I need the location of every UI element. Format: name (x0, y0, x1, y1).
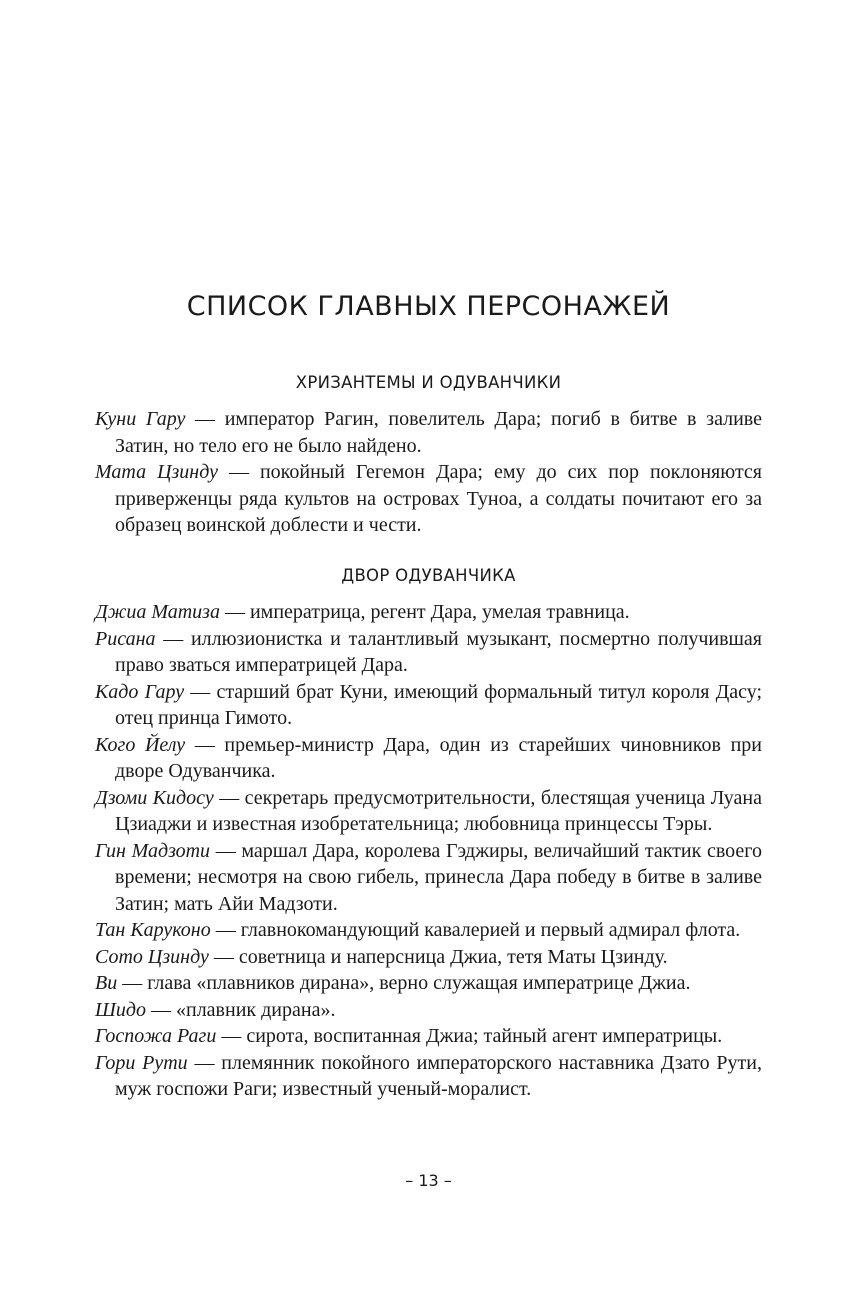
section-heading-dandelion-court: ДВОР ОДУВАНЧИКА (341, 566, 516, 585)
character-description: — сирота, воспитанная Джиа; тайный агент императрицы. (216, 1025, 723, 1047)
book-page (95, 0, 762, 1299)
character-description: — императрица, регент Дара, умелая травница. (219, 601, 630, 623)
character-name: Дзоми Кидосу (95, 786, 214, 809)
character-name: Гин Мадзоти (95, 839, 211, 862)
page-title: СПИСОК ГЛАВНЫХ ПЕРСОНАЖЕЙ (186, 291, 671, 322)
character-name: Куни Гару (95, 408, 186, 430)
character-description: — премьер-министр Дара, один из старейших чиновников при дворе Одуванчика. (115, 733, 762, 782)
character-entry (95, 944, 762, 971)
character-name: Мата Цзинду (95, 461, 218, 483)
character-description: — старший брат Куни, имеющий формальный титул короля Дасу; отец принца Гимото. (115, 680, 762, 729)
character-entry (95, 732, 762, 785)
character-name: Джиа Матиза (95, 601, 220, 623)
character-name: Шидо (95, 998, 146, 1021)
character-name: Ви (95, 972, 118, 994)
character-list-section-1 (95, 406, 762, 539)
character-name: Тан Каруконо (95, 919, 211, 941)
character-entry (95, 406, 762, 459)
character-description: — секретарь предусмотрительности, блестящая ученица Луана Цзиаджи и известная изобретательница; любовница принцессы Тэры. (115, 786, 763, 835)
character-description: — советница и наперсница Джиа, тетя Маты Цзинду. (208, 945, 668, 968)
page-number: – 13 – (405, 1171, 452, 1190)
character-description: — император Рагин, повелитель Дара; погиб в битве в заливе Затин, но тело его не было найдено. (115, 408, 763, 457)
character-name: Кадо Гару (95, 680, 185, 703)
character-description: — главнокомандующий кавалерией и первый адмирал флота. (210, 919, 741, 941)
character-description: — маршал Дара, королева Гэджиры, величайший тактик своего времени; несмотря на свою гибель, принесла Дара победу в битве в заливе Затин; мать Айи Мадзоти. (115, 839, 762, 915)
character-entry (95, 459, 762, 539)
character-name: Кого Йелу (95, 733, 186, 756)
character-entry (95, 917, 762, 944)
character-entry (95, 785, 762, 838)
character-description: — «плавник дирана». (145, 998, 336, 1021)
character-entry (95, 838, 762, 918)
character-name: Сото Цзинду (95, 945, 209, 968)
character-entry (95, 970, 762, 997)
character-name: Гори Рути (95, 1051, 188, 1074)
character-name: Рисана (95, 627, 156, 650)
character-entry (95, 1050, 762, 1103)
character-entry (95, 599, 762, 626)
section-heading-chrysanthemums-and-dandelions: ХРИЗАНТЕМЫ И ОДУВАНЧИКИ (295, 373, 562, 392)
character-description: — глава «плавников дирана», верно служащая императрице Джиа. (117, 972, 691, 994)
character-entry (95, 1023, 762, 1050)
character-description: — иллюзионистка и талантливый музыкант, посмертно получившая право зваться императрицей Дара. (115, 627, 762, 676)
character-description: — племянник покойного императорского наставника Дзато Рути, муж госпожи Раги; известный ученый-моралист. (115, 1051, 762, 1100)
character-entry (95, 679, 762, 732)
character-entry (95, 997, 762, 1024)
character-entry (95, 626, 762, 679)
character-name: Госпожа Раги (95, 1025, 217, 1047)
character-list-section-2 (95, 599, 762, 1103)
character-description: — покойный Гегемон Дара; ему до сих пор поклоняются приверженцы ряда культов на островах Туноа, а солдаты почитают его за образец воинской доблести и чести. (115, 461, 762, 536)
